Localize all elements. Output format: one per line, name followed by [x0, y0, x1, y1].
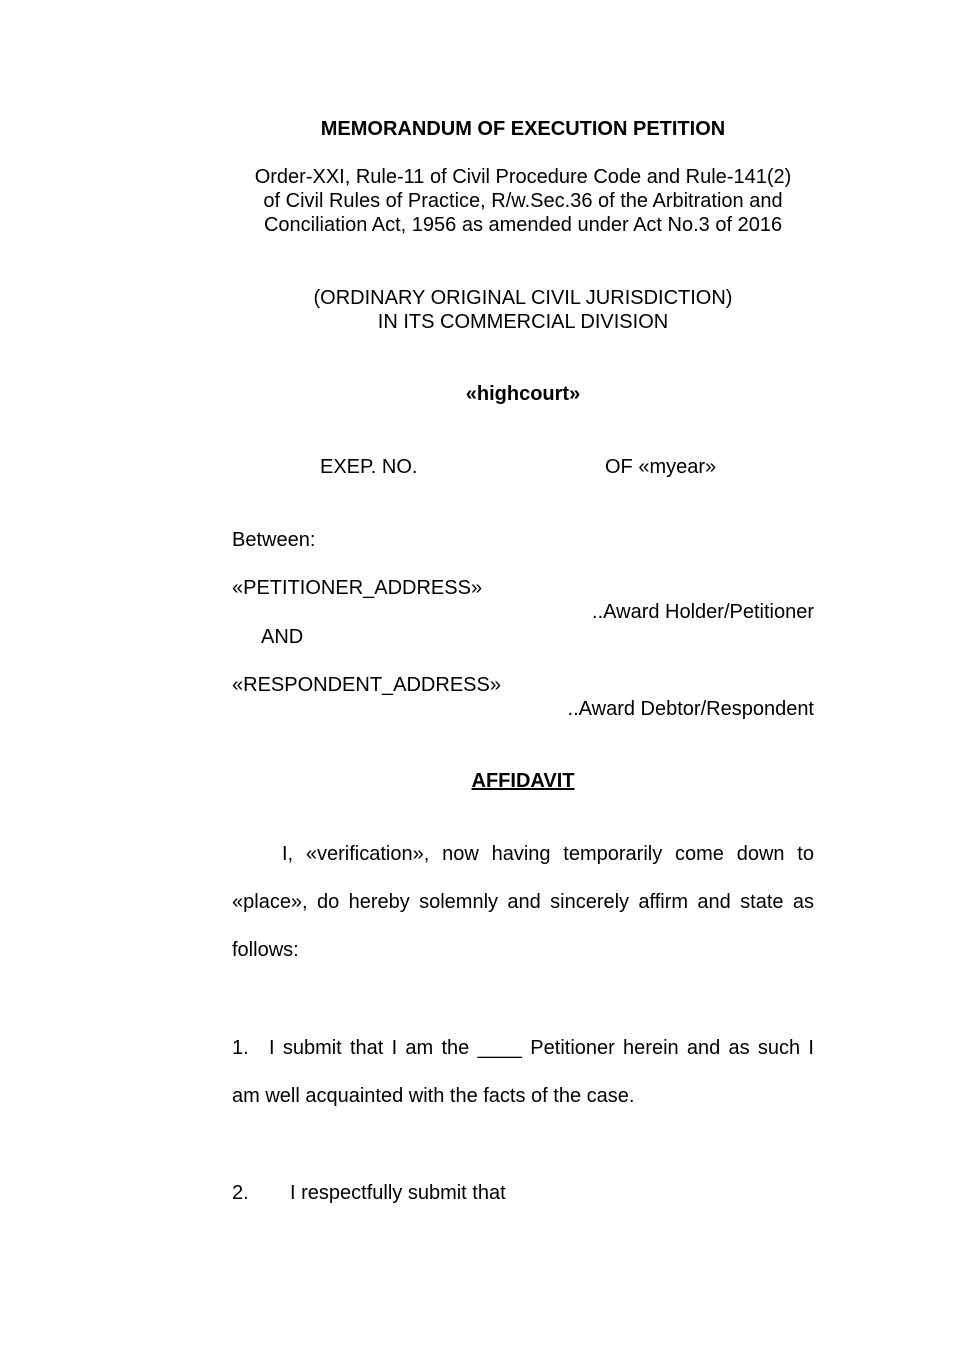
para2-text: I respectfully submit that: [290, 1182, 506, 1204]
respondent-address: «RESPONDENT_ADDRESS»: [232, 674, 501, 696]
intro-line-2: «place», do hereby solemnly and sincerely affirm and state as: [232, 891, 814, 913]
petitioner-role: ..Award Holder/Petitioner: [592, 601, 814, 623]
para1-number: 1.: [232, 1037, 249, 1059]
of-year: OF «myear»: [605, 456, 717, 478]
document-title: MEMORANDUM OF EXECUTION PETITION: [320, 118, 726, 140]
jurisdiction-line-2: IN ITS COMMERCIAL DIVISION: [377, 311, 669, 333]
para1-line-2: am well acquainted with the facts of the case.: [232, 1085, 635, 1107]
exep-no-label: EXEP. NO.: [320, 456, 418, 478]
intro-line-3: follows:: [232, 939, 299, 961]
between-label: Between:: [232, 529, 316, 551]
subtitle-line-2: of Civil Rules of Practice, R/w.Sec.36 of the Arbitration and: [263, 190, 783, 212]
respondent-role: ..Award Debtor/Respondent: [567, 698, 814, 720]
intro-line-1: I, «verification», now having temporarily come down to: [282, 843, 814, 865]
subtitle-line-1: Order-XXI, Rule-11 of Civil Procedure Code and Rule-141(2): [254, 166, 792, 188]
para2-number: 2.: [232, 1182, 249, 1204]
para1-line-1: I submit that I am the ____ Petitioner herein and as such I: [269, 1037, 814, 1059]
affidavit-heading: AFFIDAVIT: [471, 770, 575, 792]
petitioner-address: «PETITIONER_ADDRESS»: [232, 577, 483, 599]
jurisdiction-line-1: (ORDINARY ORIGINAL CIVIL JURISDICTION): [313, 287, 733, 309]
and-label: AND: [261, 626, 304, 648]
court-name: «highcourt»: [465, 383, 581, 405]
subtitle-line-3: Conciliation Act, 1956 as amended under Act No.3 of 2016: [263, 214, 783, 236]
